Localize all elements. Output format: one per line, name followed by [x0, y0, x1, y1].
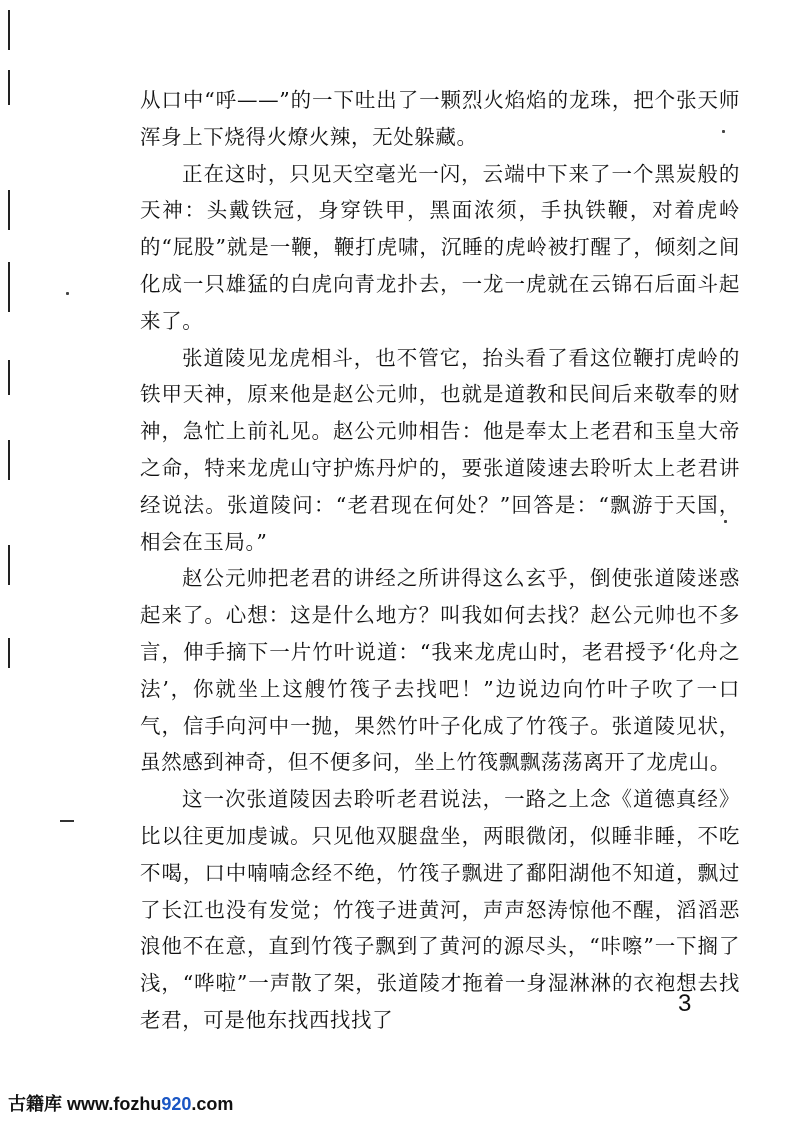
page-number: 3	[678, 990, 692, 1017]
scan-edge-mark	[8, 70, 10, 105]
scan-edge-mark	[8, 440, 10, 480]
margin-dash	[60, 820, 74, 822]
watermark-prefix: 古籍库 www.fozhu	[8, 1094, 162, 1114]
site-watermark	[8, 1090, 233, 1116]
paragraph: 正在这时，只见天空毫光一闪，云端中下来了一个黑炭般的天神：头戴铁冠，身穿铁甲，黑面浓须，手执铁鞭，对着虎岭的“屁股”就是一鞭，鞭打虎啸，沉睡的虎岭被打醒了，倾刻之间化成一只雄猛的白虎向青龙扑去，一龙一虎就在云锦石后面斗起来了。	[140, 161, 740, 333]
watermark-suffix: .com	[191, 1094, 234, 1114]
scan-edge-mark	[8, 190, 10, 230]
paragraph: 张道陵见龙虎相斗，也不管它，抬头看了看这位鞭打虎岭的铁甲天神，原来他是赵公元帅，也就是道教和民间后来敬奉的财神，急忙上前礼见。赵公元帅相告：他是奉太上老君和玉皇大帝之命，特来龙虎山守护炼丹炉的，要张道陵速去聆听太上老君讲经说法。张道陵问：“老君现在何处？”回答是：“飘游于天国，相会在玉局。”	[140, 345, 740, 554]
scan-edge-mark	[8, 262, 10, 312]
scan-edge-mark	[8, 10, 10, 50]
paragraph: 从口中“呼——”的一下吐出了一颗烈火焰焰的龙珠，把个张天师浑身上下烧得火燎火辣，无处躲藏。	[140, 88, 740, 149]
scan-edge-mark	[8, 545, 10, 585]
body-text	[140, 82, 740, 1039]
paragraph: 赵公元帅把老君的讲经之所讲得这么玄乎，倒使张道陵迷惑起来了。心想：这是什么地方？叫我如何去找？赵公元帅也不多言，伸手摘下一片竹叶说道：“我来龙虎山时，老君授予‘化舟之法’，你就坐上这艘竹筏子去找吧！”边说边向竹叶子吹了一口气，信手向河中一抛，果然竹叶子化成了竹筏子。张道陵见状，虽然感到神奇，但不便多问，坐上竹筏飘飘荡荡离开了龙虎山。	[140, 566, 740, 775]
paragraph: 这一次张道陵因去聆听老君说法，一路之上念《道德真经》比以往更加虔诚。只见他双腿盘坐，两眼微闭，似睡非睡，不吃不喝，口中喃喃念经不绝，竹筏子飘进了鄱阳湖他不知道，飘过了长江也没有发觉；竹筏子进黄河，声声怒涛惊他不醒，滔滔恶浪他不在意，直到竹筏子飘到了黄河的源尽头，“咔嚓”一下搁了浅，“哗啦”一声散了架，张道陵才拖着一身湿淋淋的衣袍想去找老君，可是他东找西找找了	[140, 787, 740, 1032]
scan-edge-mark	[8, 638, 10, 668]
watermark-digits: 920	[161, 1094, 192, 1114]
speck-mark	[66, 292, 69, 295]
scan-edge-mark	[8, 360, 10, 395]
